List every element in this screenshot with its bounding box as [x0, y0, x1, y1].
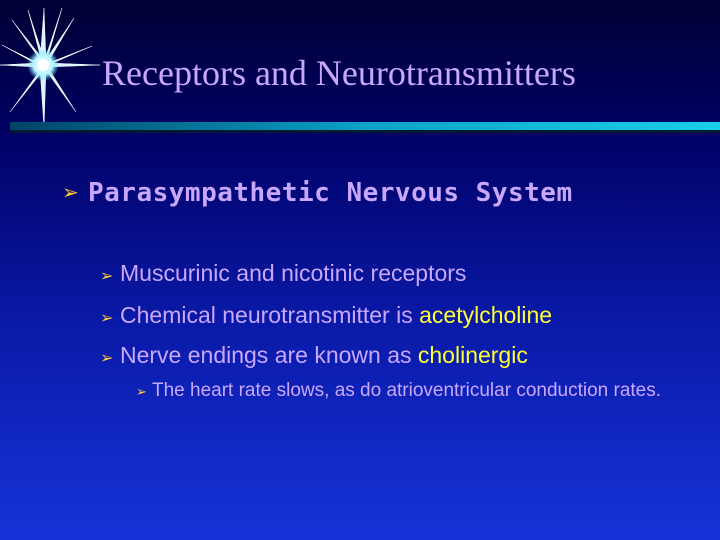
- level1-bullet-text: Parasympathetic Nervous System: [88, 178, 573, 208]
- starburst-logo-icon: [0, 0, 100, 130]
- bullet-text: Muscurinic and nicotinic receptors: [120, 260, 467, 286]
- title-divider-shadow: [10, 130, 720, 133]
- level2-bullet-text: [120, 302, 552, 329]
- bullet-arrow-icon: ➢: [100, 268, 114, 285]
- title-divider: [10, 122, 720, 130]
- highlight-term: acetylcholine: [419, 302, 553, 328]
- highlight-term: cholinergic: [417, 342, 528, 368]
- bullet-arrow-icon: ➢: [136, 384, 147, 399]
- level3-bullet-text: The heart rate slows, as do atrioventricular conduction rates.: [152, 380, 662, 401]
- level2-bullet-text: [120, 260, 466, 287]
- bullet-arrow-icon: ➢: [100, 310, 114, 327]
- slide-title: Receptors and Neurotransmitters: [102, 53, 576, 93]
- bullet-text: Nerve endings are known as: [120, 342, 418, 368]
- level2-bullet-text: [120, 342, 528, 369]
- bullet-arrow-icon: ➢: [100, 350, 114, 367]
- bullet-text: Chemical neurotransmitter is: [120, 302, 420, 328]
- bullet-arrow-icon: ➢: [62, 182, 79, 204]
